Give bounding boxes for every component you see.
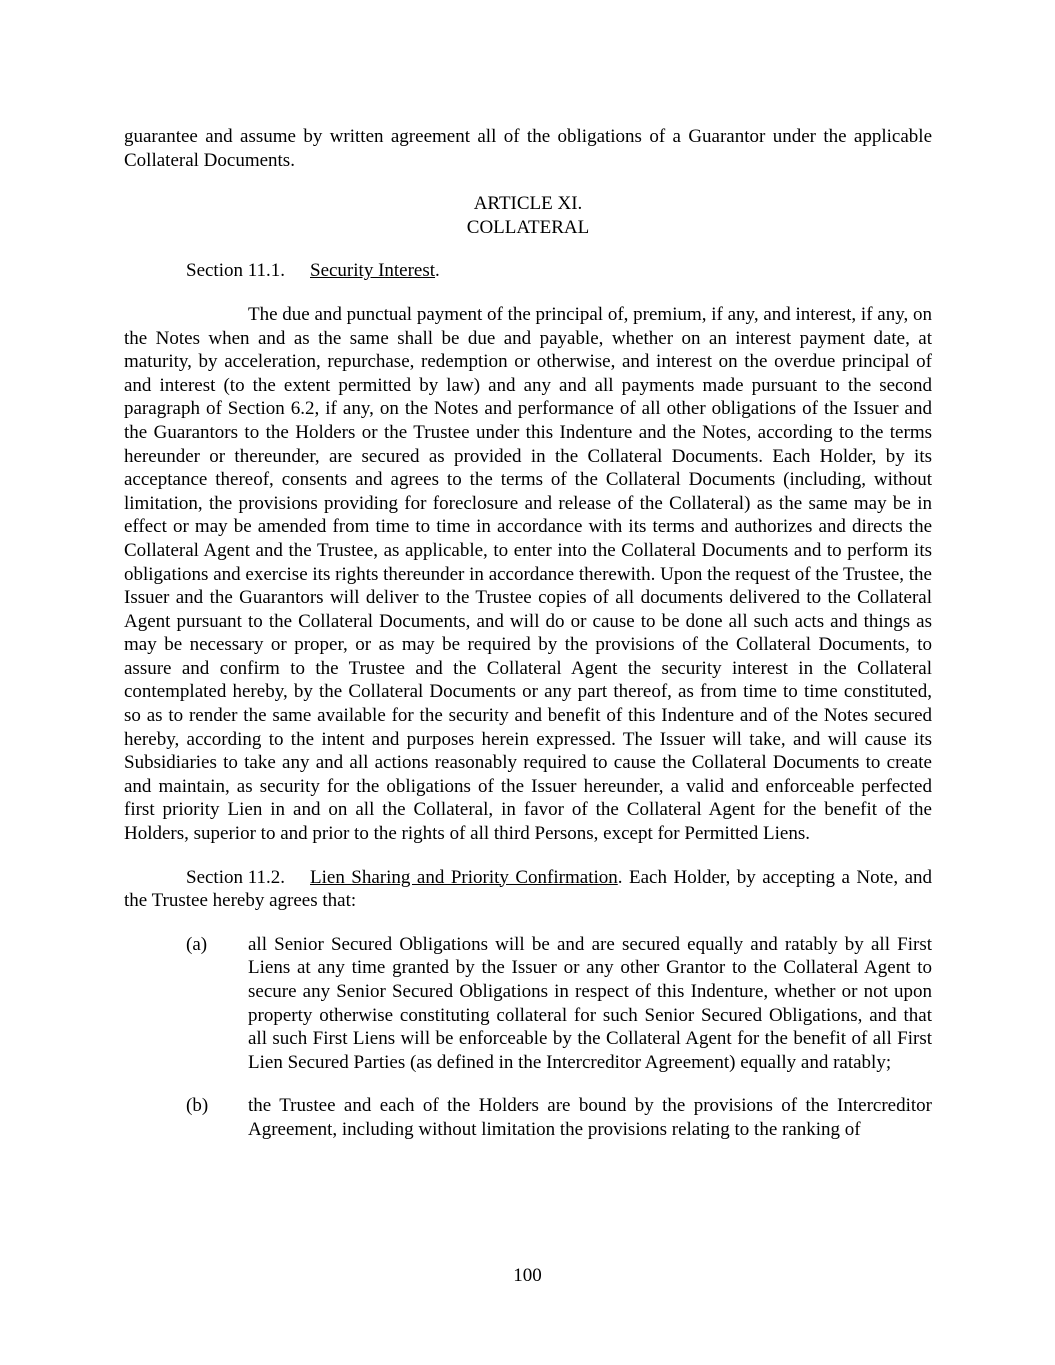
list-item-a <box>124 933 932 1075</box>
list-item-a-text: all Senior Secured Obligations will be and are secured equally and ratably by all First Liens at any time granted by the Issuer or any other Grantor to the Collateral Agent to secure any Senior Secured Obligations in respect of this Indenture, whether or not upon property otherwise constituting collateral for such Senior Secured Obligations, and that all such First Liens will be enforceable by the Collateral Agent for the benefit of all First Lien Secured Parties (as defined in the Intercreditor Agreement) equally and ratably; <box>248 933 932 1073</box>
continued-paragraph: guarantee and assume by written agreement all of the obligations of a Guarantor under the applicable Collateral Documents. <box>124 126 932 171</box>
list-item-a-label: (a) <box>186 933 208 955</box>
section-11-1-title: Security Interest <box>310 260 436 282</box>
page-number: 100 <box>513 1265 542 1286</box>
section-11-2-body: . Each Holder, by accepting a Note, and the Trustee hereby agrees that: <box>124 866 933 912</box>
section-11-1-number: Section 11.1. <box>186 260 286 282</box>
section-11-2-paragraph <box>124 866 932 913</box>
section-11-1-title-suffix: . <box>435 260 440 282</box>
article-number: ARTICLE XI. <box>473 193 583 215</box>
article-title: COLLATERAL <box>466 216 590 238</box>
section-11-2-title: Lien Sharing and Priority Confirmation <box>310 866 618 888</box>
list-item-b <box>124 1094 932 1141</box>
section-11-2-number: Section 11.2. <box>186 866 286 888</box>
section-11-1-body: The due and punctual payment of the principal of, premium, if any, and interest, if any, on the Notes when and as the same shall be due and payable, whether on an interest payment date, at maturity, by acceleration, repurchase, redemption or otherwise, and interest on the overdue principal of and interest (to the extent permitted by law) and any and all payments made pursuant to the second paragraph of Section 6.2, if any, on the Notes and performance of all other obligations of the Issuer and the Guarantors to the Holders or the Trustee under this Indenture and the Notes, according to the terms hereunder or thereunder, are secured as provided in the Collateral Documents. Each Holder, by its acceptance thereof, consents and agrees to the terms of the Collateral Documents (including, without limitation, the provisions providing for foreclosure and release of the Collateral) as the same may be in effect or may be amended from time to time in accordance with its terms and authorizes and directs the Collateral Agent and the Trustee, as applicable, to enter into the Collateral Documents and to perform its obligations and exercise its rights thereunder in accordance therewith. Upon the request of the Trustee, the Issuer and the Guarantors will deliver to the Trustee copies of all documents delivered to the Collateral Agent pursuant to the Collateral Documents, and will do or cause to be done all such acts and things as may be necessary or proper, or as may be required by the provisions of the Collateral Documents, to assure and confirm to the Trustee and the Collateral Agent the security interest in the Collateral contemplated hereby, by the Collateral Documents or any part thereof, as from time to time constituted, so as to render the same available for the security and benefit of this Indenture and of the Notes secured hereby, according to the intent and purposes herein expressed. The Issuer will take, and will cause its Subsidiaries to take any and all actions reasonably required to cause the Collateral Documents to create and maintain, as security for the obligations of the Issuer hereunder, a valid and enforceable perfected first priority Lien in and on all the Collateral, in favor of the Collateral Agent for the benefit of the Holders, superior to and prior to the rights of all third Persons, except for Permitted Liens. <box>124 303 932 845</box>
document-page <box>124 125 932 1142</box>
list-item-b-label: (b) <box>186 1095 209 1117</box>
list-item-b-text: the Trustee and each of the Holders are bound by the provisions of the Intercreditor Agreement, including without limitation the provisions relating to the ranking of <box>248 1095 932 1140</box>
article-heading <box>124 192 932 239</box>
section-11-1-heading <box>124 259 932 283</box>
